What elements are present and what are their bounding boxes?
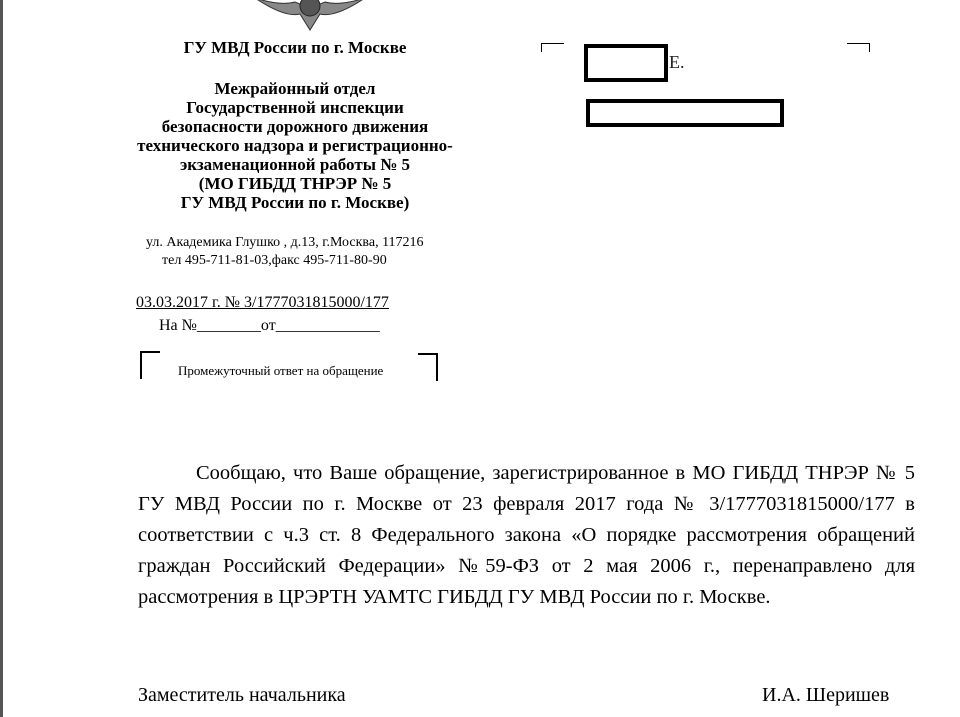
signer-name: И.А. Шеришев [762,684,890,706]
address: ул. Академика Глушко , д.13, г.Москва, 117216 [146,235,424,250]
bracket-corner [847,43,870,52]
redacted-name [584,44,668,82]
org-title: ГУ МВД России по г. Москве [183,38,407,57]
dept-line: Межрайонный отдел [214,79,376,98]
page-edge [0,0,3,717]
phone: тел 495-711-81-03,факс 495-711-80-90 [162,253,387,268]
signer-position: Заместитель начальника [138,684,346,706]
dept-line: безопасности дорожного движения [161,117,429,136]
recipient-initial: Е. [669,52,685,72]
bracket-corner [541,43,564,52]
ref-line: На №________от_____________ [159,317,380,334]
reg-number: 03.03.2017 г. № 3/1777031815000/177 [136,294,389,311]
dept-line: (МО ГИБДД ТНРЭР № 5 [198,174,392,193]
dept-line: экзаменационной работы № 5 [179,155,411,174]
dept-line: ГУ МВД России по г. Москве) [180,193,410,212]
subject: Промежуточный ответ на обращение [178,363,384,378]
emblem-icon [255,0,365,32]
dept-block [110,79,480,212]
bracket-corner [140,351,160,379]
dept-line: Государственной инспекции [186,98,404,117]
dept-line: технического надзора и регистрационно- [137,136,453,155]
bracket-corner [418,353,438,381]
redacted-address [586,99,784,127]
body-text: Сообщаю, что Ваше обращение, зарегистрированное в МО ГИБДД ТНРЭР № 5 ГУ МВД России по г. Москве от 23 февраля 2017 года № 3/1777031815000/177 в соответствии с ч.3 ст. 8 Федерального закона «О порядке рассмотрения обращений граждан Российский Федерации» №59-ФЗ от 2 мая 2006 г., перенаправлено для рассмотрения в ЦРЭРТН УАМТС ГИБДД ГУ МВД России по г. Москве. [138,462,915,608]
